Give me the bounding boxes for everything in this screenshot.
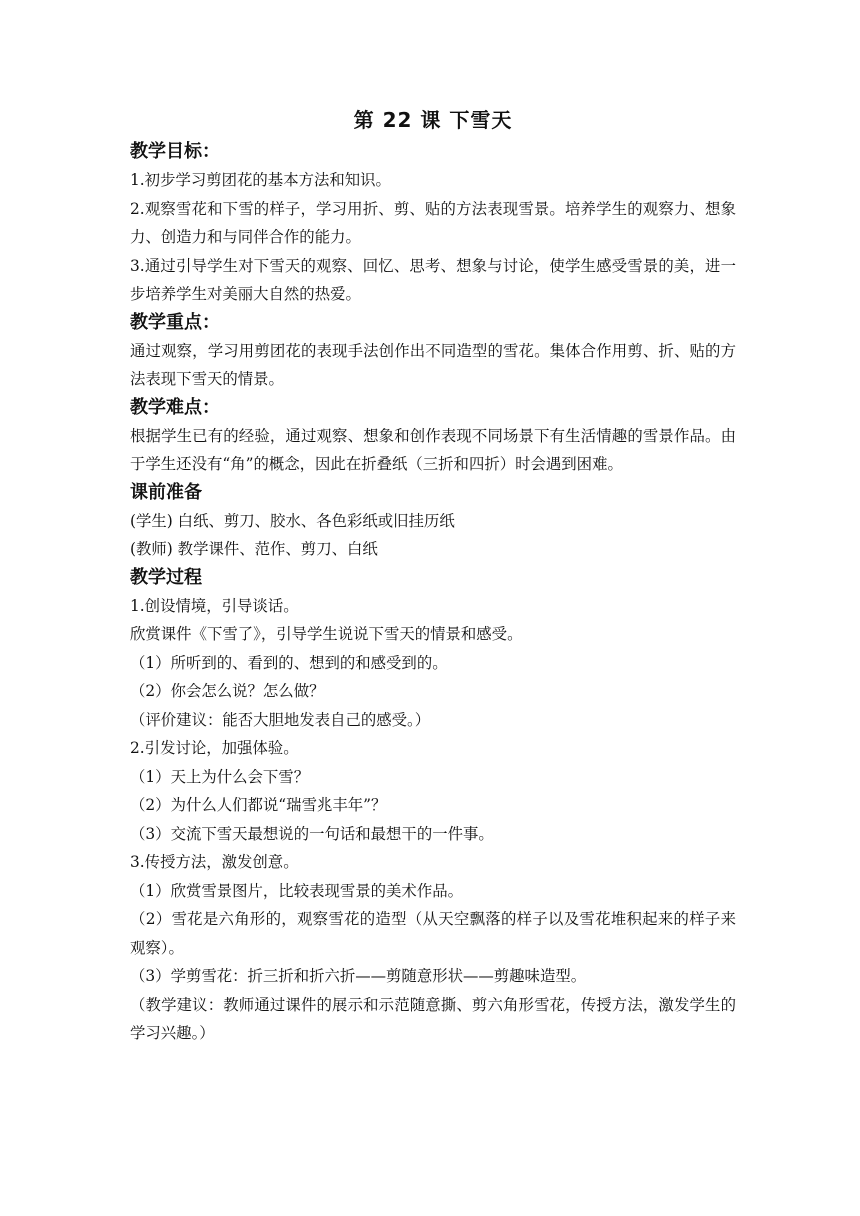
section-difficulties	[130, 394, 736, 479]
process-note: （教学建议：教师通过课件的展示和示范随意撕、剪六角形雪花，传授方法，激发学生的学习兴趣。）	[130, 995, 736, 1042]
objective-item: 1.初步学习剪团花的基本方法和知识。	[130, 171, 391, 189]
preparation-students: (学生) 白纸、剪刀、胶水、各色彩纸或旧挂历纸	[130, 511, 455, 530]
process-subitem: （1）天上为什么会下雪？	[130, 767, 310, 786]
difficulties-text: 根据学生已有的经验，通过观察、想象和创作表现不同场景下有生活情趣的雪景作品。由于学生还没有“角”的概念，因此在折叠纸（三折和四折）时会遇到困难。	[130, 426, 736, 473]
section-process	[130, 564, 736, 1048]
process-step: 1.创设情境，引导谈话。	[130, 596, 299, 615]
process-subitem: （1）所听到的、看到的、想到的和感受到的。	[130, 653, 448, 672]
process-note: （评价建议：能否大胆地发表自己的感受。）	[130, 710, 431, 729]
process-subitem: （2）雪花是六角形的，观察雪花的造型（从天空飘落的样子以及雪花堆积起来的样子来观察）。	[130, 910, 736, 957]
objectives-heading: 教学目标：	[130, 141, 220, 162]
lesson-title: 第 22 课 下雪天	[353, 108, 513, 132]
process-subitem: （1）欣赏雪景图片，比较表现雪景的美术作品。	[130, 881, 463, 900]
process-subitem: （2）为什么人们都说“瑞雪兆丰年”？	[130, 796, 387, 814]
key-points-heading: 教学重点：	[130, 311, 220, 333]
process-text: 欣赏课件《下雪了》，引导学生说说下雪天的情景和感受。	[130, 625, 523, 643]
process-step: 3.传授方法，激发创意。	[130, 853, 299, 871]
process-subitem: （3）学剪雪花：折三折和折六折——剪随意形状——剪趣味造型。	[130, 967, 587, 985]
objective-item: 2.观察雪花和下雪的样子，学习用折、剪、贴的方法表现雪景。培养学生的观察力、想象力、创造力和与同伴合作的能力。	[130, 199, 736, 246]
objective-item: 3.通过引导学生对下雪天的观察、回忆、思考、想象与讨论，使学生感受雪景的美，进一步培养学生对美丽大自然的热爱。	[130, 256, 736, 303]
difficulties-heading: 教学难点：	[130, 396, 220, 418]
document-page	[130, 106, 736, 1048]
key-points-text: 通过观察，学习用剪团花的表现手法创作出不同造型的雪花。集体合作用剪、折、贴的方法表现下雪天的情景。	[130, 341, 736, 388]
section-preparation	[130, 479, 736, 564]
preparation-heading: 课前准备	[130, 481, 202, 503]
process-step: 2.引发讨论，加强体验。	[130, 739, 299, 757]
section-objectives	[130, 138, 736, 309]
preparation-teacher: (教师) 教学课件、范作、剪刀、白纸	[130, 540, 378, 558]
process-heading: 教学过程	[130, 566, 202, 588]
process-subitem: （3）交流下雪天最想说的一句话和最想干的一件事。	[130, 824, 494, 843]
section-key-points	[130, 309, 736, 394]
process-subitem: （2）你会怎么说？怎么做？	[130, 682, 325, 700]
